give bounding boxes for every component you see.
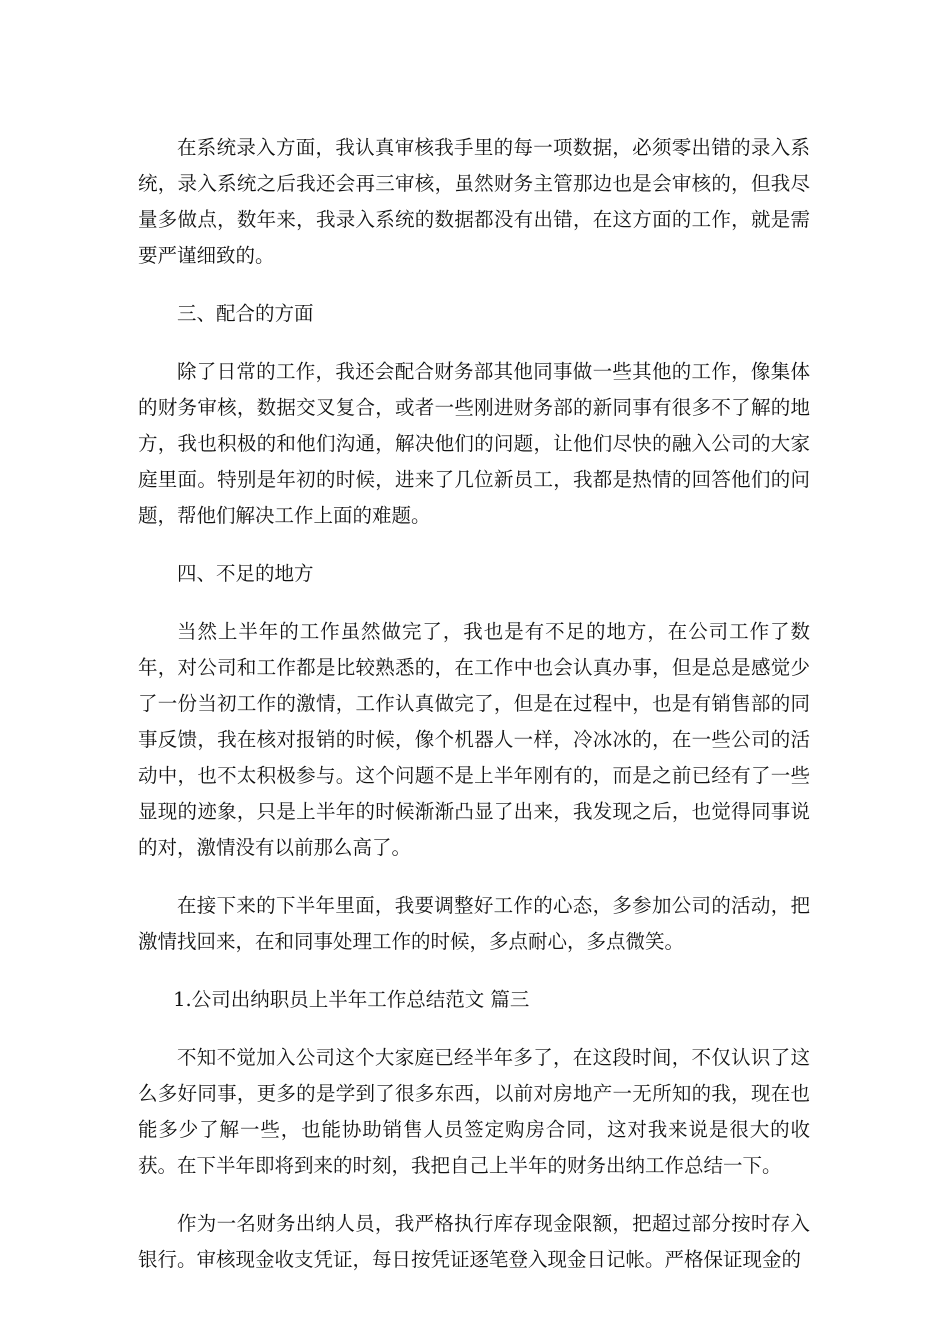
paragraph-system-entry: 在系统录入方面，我认真审核我手里的每一项数据，必须零出错的录入系统，录入系统之后我还会再三审核，虽然财务主管那边也是会审核的，但我尽量多做点，数年来，我录入系统的数据都没有出错，在这方面的工作，就是需要严谨细致的。 (138, 136, 810, 267)
paragraph-shortcomings: 当然上半年的工作虽然做完了，我也是有不足的地方，在公司工作了数年，对公司和工作都是比较熟悉的，在工作中也会认真办事，但是总是感觉少了一份当初工作的激情，工作认真做完了，但是在过程中，也是有销售部的同事反馈，我在核对报销的时候，像个机器人一样，冷冰冰的，在一些公司的活动中，也不太积极参与。这个问题不是上半年刚有的，而是之前已经有了一些显现的迹象，只是上半年的时候渐渐凸显了出来，我发现之后，也觉得同事说的对，激情没有以前那么高了。 (138, 620, 810, 859)
section-heading-shortcomings: 四、不足的地方 (177, 562, 314, 585)
paragraph-cooperation: 除了日常的工作，我还会配合财务部其他同事做一些其他的工作，像集体的财务审核，数据交叉复合，或者一些刚进财务部的新同事有很多不了解的地方，我也积极的和他们沟通，解决他们的问题，让他们尽快的融入公司的大家庭里面。特别是年初的时候，进来了几位新员工，我都是热情的回答他们的问题，帮他们解决工作上面的难题。 (138, 360, 810, 527)
paragraph-joining-company: 不知不觉加入公司这个大家庭已经半年多了，在这段时间，不仅认识了这么多好同事，更多的是学到了很多东西，以前对房地产一无所知的我，现在也能多少了解一些，也能协助销售人员签定购房合同，这对我来说是很大的收获。在下半年即将到来的时刻，我把自己上半年的财务出纳工作总结一下。 (138, 1046, 810, 1177)
document-page (138, 130, 810, 1300)
section-heading-cooperation: 三、配合的方面 (177, 302, 314, 325)
article-title-part-three: 1.公司出纳职员上半年工作总结范文 篇三 (173, 988, 530, 1011)
paragraph-cashier-duties: 作为一名财务出纳人员，我严格执行库存现金限额，把超过部分按时存入银行。审核现金收支凭证，每日按凭证逐笔登入现金日记帐。严格保证现金的 (138, 1212, 810, 1271)
paragraph-next-half: 在接下来的下半年里面，我要调整好工作的心态，多参加公司的活动，把激情找回来，在和同事处理工作的时候，多点耐心，多点微笑。 (138, 894, 810, 953)
